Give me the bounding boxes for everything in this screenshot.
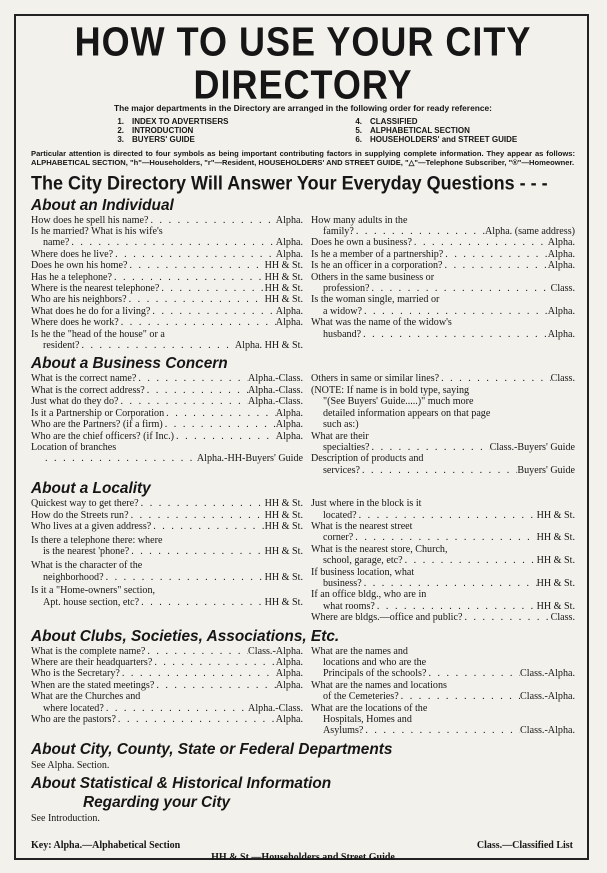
dot-leader bbox=[357, 510, 537, 521]
question-text: family? bbox=[323, 226, 354, 238]
section-questions bbox=[31, 646, 575, 737]
answer-reference: Class.-Buyers' Guide bbox=[489, 441, 575, 453]
department-order-item bbox=[109, 126, 347, 135]
dot-leader bbox=[443, 249, 548, 260]
department-order-label: INTRODUCTION bbox=[132, 126, 194, 136]
question-row bbox=[31, 431, 303, 442]
answer-reference: HH & St. bbox=[536, 555, 575, 567]
dot-leader bbox=[399, 691, 520, 702]
question-row bbox=[311, 601, 575, 612]
question-text: Description of products and bbox=[311, 453, 424, 465]
question-row bbox=[31, 680, 303, 691]
question-row bbox=[31, 714, 303, 725]
question-row bbox=[31, 306, 303, 317]
dot-leader bbox=[426, 668, 520, 679]
answer-reference: Alpha. bbox=[547, 260, 575, 272]
question-text: Is the woman single, married or bbox=[311, 294, 440, 306]
question-text: What is the nearest street bbox=[311, 520, 413, 532]
question-column-right bbox=[311, 373, 575, 476]
question-text: If an office bldg., who are in bbox=[311, 589, 427, 601]
question-text: Who are the pastors? bbox=[31, 714, 116, 726]
question-text: Others in same or similar lines? bbox=[311, 373, 440, 385]
question-text: What was the name of the widow's bbox=[311, 317, 452, 329]
dot-leader bbox=[148, 215, 275, 226]
question-row bbox=[311, 272, 575, 283]
question-row bbox=[311, 510, 575, 521]
department-order-item bbox=[347, 126, 517, 135]
dot-leader bbox=[354, 226, 485, 237]
statistics-heading-line-2: Regarding your City bbox=[83, 793, 231, 811]
department-order-label: BUYERS' GUIDE bbox=[132, 135, 195, 145]
questions-heading: The City Directory Will Answer Your Everyday Questions - - - bbox=[31, 171, 548, 194]
section-heading: About a Locality bbox=[31, 480, 151, 498]
dot-leader bbox=[127, 294, 265, 305]
dot-leader bbox=[403, 555, 537, 566]
answer-reference: Alpha. (same address) bbox=[485, 226, 575, 238]
dot-leader bbox=[150, 306, 275, 317]
answer-reference: HH & St. bbox=[264, 294, 303, 306]
dot-leader bbox=[152, 657, 275, 668]
question-row bbox=[31, 646, 303, 657]
question-row bbox=[311, 657, 575, 668]
question-text: How does he spell his name? bbox=[31, 214, 149, 226]
dot-leader bbox=[163, 419, 276, 430]
answer-reference: Alpha.-Class. bbox=[248, 373, 303, 385]
dot-leader bbox=[43, 453, 197, 464]
question-text: locations and who are the bbox=[323, 657, 427, 669]
question-text: what rooms? bbox=[323, 600, 375, 612]
question-row bbox=[31, 260, 303, 271]
section-heading: About Clubs, Societies, Associations, Etc. bbox=[31, 627, 340, 645]
answer-reference: HH & St. bbox=[264, 509, 303, 521]
answer-reference: Alpha. bbox=[275, 419, 303, 431]
question-row bbox=[311, 306, 575, 317]
department-order-number: 5. bbox=[355, 126, 362, 136]
key-householders: HH & St.—Householders and Street Guide bbox=[211, 851, 395, 863]
dot-leader bbox=[120, 668, 276, 679]
section-heading: About a Business Concern bbox=[31, 355, 228, 373]
dot-leader bbox=[129, 546, 264, 557]
question-row bbox=[311, 453, 575, 464]
answer-reference: Buyers' Guide bbox=[517, 464, 575, 476]
question-text: profession? bbox=[323, 283, 370, 295]
section-questions bbox=[31, 215, 575, 352]
question-text: Asylums? bbox=[323, 725, 364, 737]
question-text: If business location, what bbox=[311, 566, 415, 578]
question-row bbox=[311, 521, 575, 532]
answer-reference: Alpha. bbox=[275, 430, 303, 442]
question-text: What are their bbox=[311, 430, 369, 442]
question-row bbox=[311, 431, 575, 442]
question-text: What is the character of the bbox=[31, 560, 143, 572]
question-row bbox=[311, 532, 575, 543]
question-text: neighborhood? bbox=[43, 571, 104, 583]
question-text: Is he a member of a partnership? bbox=[311, 248, 444, 260]
question-row bbox=[31, 317, 303, 328]
question-row bbox=[311, 725, 575, 736]
question-text: Hospitals, Homes and bbox=[323, 714, 412, 726]
answer-reference: Alpha. bbox=[547, 248, 575, 260]
question-row bbox=[311, 691, 575, 702]
dot-leader bbox=[443, 260, 548, 271]
dot-leader bbox=[412, 237, 548, 248]
dot-leader bbox=[127, 260, 264, 271]
section-heading: About an Individual bbox=[31, 196, 174, 214]
dot-leader bbox=[360, 465, 517, 476]
dot-leader bbox=[116, 714, 276, 725]
question-text: resident? bbox=[43, 340, 80, 352]
question-row bbox=[311, 385, 575, 396]
dot-leader bbox=[353, 532, 536, 543]
statistics-reference: See Introduction. bbox=[31, 812, 100, 824]
department-order-number: 3. bbox=[117, 135, 124, 145]
question-row bbox=[311, 668, 575, 679]
government-reference: See Alpha. Section. bbox=[31, 759, 110, 771]
question-text: Just what do they do? bbox=[31, 396, 119, 408]
question-row bbox=[311, 419, 575, 430]
question-column-left bbox=[31, 498, 303, 623]
dot-leader bbox=[139, 498, 265, 509]
question-row bbox=[31, 453, 303, 464]
answer-reference: HH & St. bbox=[264, 283, 303, 295]
question-row bbox=[311, 260, 575, 271]
question-column-right bbox=[311, 215, 575, 352]
dot-leader bbox=[104, 703, 248, 714]
question-row bbox=[311, 215, 575, 226]
question-text: school, garage, etc? bbox=[323, 555, 403, 567]
dot-leader bbox=[145, 646, 248, 657]
question-text: specialties? bbox=[323, 441, 370, 453]
dot-leader bbox=[439, 373, 550, 384]
question-text: Is he the "head of the house" or a bbox=[31, 328, 165, 340]
dot-leader bbox=[154, 680, 275, 691]
question-text: How do the Streets run? bbox=[31, 509, 129, 521]
answer-reference: Alpha.-HH-Buyers' Guide bbox=[196, 453, 303, 465]
question-row bbox=[311, 612, 575, 623]
question-row bbox=[31, 498, 303, 509]
department-order-number: 2. bbox=[117, 126, 124, 136]
dot-leader bbox=[104, 572, 265, 583]
question-text: Is it a "Home-owners" section, bbox=[31, 585, 156, 597]
question-row bbox=[31, 340, 303, 351]
question-text: (NOTE: If name is in bold type, saying bbox=[311, 384, 470, 396]
dot-leader bbox=[151, 521, 264, 532]
question-row bbox=[31, 385, 303, 396]
department-order-item bbox=[347, 135, 517, 144]
question-row bbox=[311, 578, 575, 589]
question-row bbox=[31, 249, 303, 260]
dot-leader bbox=[361, 329, 548, 340]
question-row bbox=[31, 691, 303, 702]
answer-reference: Class. bbox=[550, 283, 575, 295]
question-row bbox=[311, 329, 575, 340]
question-row bbox=[311, 408, 575, 419]
dot-leader bbox=[362, 306, 548, 317]
answer-reference: Alpha. bbox=[275, 714, 303, 726]
question-row bbox=[31, 294, 303, 305]
question-text: business? bbox=[323, 577, 362, 589]
question-row bbox=[31, 521, 303, 532]
question-column-left bbox=[31, 373, 303, 476]
question-text: Who is the Secretary? bbox=[31, 668, 120, 680]
question-text: Location of branches bbox=[31, 441, 117, 453]
answer-reference: HH & St. bbox=[264, 571, 303, 583]
question-row bbox=[31, 597, 303, 608]
question-row bbox=[311, 442, 575, 453]
question-row bbox=[31, 373, 303, 384]
answer-reference: Alpha. bbox=[275, 657, 303, 669]
question-row bbox=[311, 294, 575, 305]
question-text: Where are their headquarters? bbox=[31, 657, 153, 669]
answer-reference: HH & St. bbox=[264, 520, 303, 532]
question-text: such as:) bbox=[323, 419, 359, 431]
question-text: Principals of the schools? bbox=[323, 668, 427, 680]
dot-leader bbox=[139, 597, 264, 608]
symbols-paragraph: Particular attention is directed to four symbols as being important contributing factors in supplying complete information. They appear as follows: ALPHABETICAL SECTION, "h"—Householders, "r"—Resident, HOUSEHOLDERS' AND STREET GUIDE, "△"—Telephone Subscriber, "®"—Homeowner. bbox=[31, 148, 575, 167]
dot-leader bbox=[119, 317, 276, 328]
question-text: Who are the chief officers? (if Inc.) bbox=[31, 430, 175, 442]
department-order-label: HOUSEHOLDERS' and STREET GUIDE bbox=[370, 135, 518, 145]
government-heading: About City, County, State or Federal Departments bbox=[31, 740, 393, 758]
question-text: What are the locations of the bbox=[311, 702, 428, 714]
question-text: What is the correct name? bbox=[31, 373, 137, 385]
question-text: husband? bbox=[323, 328, 362, 340]
answer-reference: Class.-Alpha. bbox=[248, 645, 303, 657]
question-row bbox=[311, 589, 575, 600]
answer-reference: HH & St. bbox=[536, 509, 575, 521]
question-row bbox=[311, 317, 575, 328]
department-order-column-right bbox=[347, 117, 517, 145]
question-text: Is there a telephone there: where bbox=[31, 534, 163, 546]
key-legend bbox=[31, 840, 575, 851]
dot-leader bbox=[159, 283, 264, 294]
question-text: What are the names and bbox=[311, 645, 408, 657]
question-text: corner? bbox=[323, 532, 354, 544]
answer-reference: HH & St. bbox=[264, 596, 303, 608]
question-text: Is he married? What is his wife's bbox=[31, 226, 163, 238]
dot-leader bbox=[118, 396, 248, 407]
answer-reference: Alpha. bbox=[275, 305, 303, 317]
question-column-right bbox=[311, 646, 575, 737]
dot-leader bbox=[145, 385, 248, 396]
question-text: Who are the Partners? (if a firm) bbox=[31, 419, 163, 431]
question-row bbox=[311, 249, 575, 260]
dot-leader bbox=[370, 442, 490, 453]
question-text: a widow? bbox=[323, 305, 362, 317]
question-row bbox=[311, 714, 575, 725]
question-text: Has he a telephone? bbox=[31, 271, 112, 283]
question-row bbox=[31, 419, 303, 430]
question-row bbox=[311, 703, 575, 714]
question-text: Is it a Partnership or Corporation bbox=[31, 407, 165, 419]
answer-reference: Alpha. bbox=[547, 328, 575, 340]
department-order-item bbox=[347, 117, 517, 126]
dot-leader bbox=[370, 283, 551, 294]
question-text: How many adults in the bbox=[311, 214, 408, 226]
question-sections bbox=[31, 196, 575, 737]
dot-leader bbox=[363, 725, 520, 736]
dot-leader bbox=[462, 612, 550, 623]
question-row bbox=[31, 510, 303, 521]
question-row bbox=[311, 237, 575, 248]
question-row bbox=[311, 396, 575, 407]
dot-leader bbox=[129, 510, 265, 521]
question-row bbox=[31, 215, 303, 226]
question-column-left bbox=[31, 215, 303, 352]
answer-reference: HH & St. bbox=[536, 532, 575, 544]
dot-leader bbox=[164, 408, 276, 419]
department-order-label: CLASSIFIED bbox=[370, 117, 418, 126]
answer-reference: HH & St. bbox=[264, 260, 303, 272]
question-text: Where does he live? bbox=[31, 248, 114, 260]
question-text: where located? bbox=[43, 702, 104, 714]
question-text: What is the nearest store, Church, bbox=[311, 543, 448, 555]
section-questions bbox=[31, 498, 575, 623]
answer-reference: Alpha. bbox=[275, 407, 303, 419]
question-text: Is he an officer in a corporation? bbox=[311, 260, 443, 272]
question-row bbox=[31, 442, 303, 453]
question-text: Does he own a business? bbox=[311, 237, 412, 249]
department-order-number: 4. bbox=[355, 117, 362, 126]
question-row bbox=[311, 498, 575, 509]
question-text: Where are bldgs.—office and public? bbox=[311, 612, 463, 624]
question-row bbox=[31, 408, 303, 419]
question-row bbox=[311, 555, 575, 566]
question-text: located? bbox=[323, 509, 357, 521]
question-text: detailed information appears on that page bbox=[323, 407, 491, 419]
answer-reference: HH & St. bbox=[264, 546, 303, 558]
question-text: What does he do for a living? bbox=[31, 305, 151, 317]
answer-reference: Class.-Alpha. bbox=[520, 668, 575, 680]
question-row bbox=[31, 272, 303, 283]
statistics-heading: About Statistical & Historical Information bbox=[31, 774, 332, 792]
question-row bbox=[31, 226, 303, 237]
dot-leader bbox=[136, 373, 248, 384]
dot-leader bbox=[113, 249, 276, 260]
question-text: Others in the same business or bbox=[311, 271, 435, 283]
directory-page bbox=[14, 14, 589, 863]
question-text: Where is the nearest telephone? bbox=[31, 283, 160, 295]
answer-reference: HH & St. bbox=[264, 271, 303, 283]
question-text: is the nearest 'phone? bbox=[43, 546, 130, 558]
question-text: What are the names and locations bbox=[311, 679, 447, 691]
question-text: services? bbox=[323, 464, 360, 476]
dot-leader bbox=[112, 272, 265, 283]
department-order-number: 6. bbox=[355, 135, 362, 145]
question-row bbox=[31, 657, 303, 668]
question-text: Quickest way to get there? bbox=[31, 498, 139, 510]
question-row bbox=[311, 465, 575, 476]
dot-leader bbox=[79, 340, 234, 351]
question-row bbox=[31, 396, 303, 407]
question-text: What are the Churches and bbox=[31, 691, 141, 703]
answer-reference: Class. bbox=[550, 612, 575, 624]
question-row bbox=[31, 560, 303, 571]
answer-reference: Alpha. bbox=[275, 668, 303, 680]
answer-reference: Alpha. bbox=[275, 679, 303, 691]
department-order-item bbox=[109, 135, 347, 144]
intro-text: The major departments in the Directory are arranged in the following order for ready reference: bbox=[114, 103, 492, 113]
question-row bbox=[31, 283, 303, 294]
question-row bbox=[31, 237, 303, 248]
question-row bbox=[31, 703, 303, 714]
question-row bbox=[311, 680, 575, 691]
department-order-item bbox=[109, 117, 347, 126]
answer-reference: Alpha. bbox=[547, 237, 575, 249]
answer-reference: HH & St. bbox=[536, 577, 575, 589]
question-column-left bbox=[31, 646, 303, 737]
answer-reference: Alpha.-Class. bbox=[248, 384, 303, 396]
page-title: HOW TO USE YOUR CITY DIRECTORY bbox=[74, 17, 532, 108]
question-row bbox=[31, 535, 303, 546]
answer-reference: Alpha. bbox=[547, 305, 575, 317]
answer-reference: Alpha. bbox=[275, 248, 303, 260]
question-row bbox=[311, 283, 575, 294]
question-row bbox=[311, 544, 575, 555]
question-text: "(See Buyers' Guide.....)" much more bbox=[323, 396, 474, 408]
dot-leader bbox=[375, 601, 537, 612]
dot-leader bbox=[174, 431, 276, 442]
question-text: Where does he work? bbox=[31, 317, 119, 329]
question-row bbox=[31, 546, 303, 557]
question-text: name? bbox=[43, 237, 70, 249]
question-text: What is the correct address? bbox=[31, 384, 145, 396]
department-order-list bbox=[31, 117, 575, 145]
question-row bbox=[31, 668, 303, 679]
answer-reference: Class. bbox=[550, 373, 575, 385]
question-row bbox=[31, 329, 303, 340]
question-text: Just where in the block is it bbox=[311, 498, 422, 510]
question-row bbox=[311, 567, 575, 578]
question-text: Who lives at a given address? bbox=[31, 520, 152, 532]
question-row bbox=[31, 585, 303, 596]
department-order-label: ALPHABETICAL SECTION bbox=[370, 126, 470, 136]
answer-reference: Alpha. bbox=[275, 317, 303, 329]
answer-reference: Alpha. bbox=[275, 237, 303, 249]
department-order-column-left bbox=[109, 117, 347, 145]
question-text: What is the complete name? bbox=[31, 645, 146, 657]
answer-reference: Alpha. bbox=[275, 214, 303, 226]
answer-reference: Alpha. HH & St. bbox=[234, 340, 303, 352]
question-text: Apt. house section, etc? bbox=[43, 596, 140, 608]
question-row bbox=[311, 226, 575, 237]
department-order-label: INDEX TO ADVERTISERS bbox=[132, 117, 229, 126]
answer-reference: Alpha.-Class. bbox=[248, 702, 303, 714]
answer-reference: HH & St. bbox=[264, 498, 303, 510]
dot-leader bbox=[362, 578, 537, 589]
question-text: Who are his neighbors? bbox=[31, 294, 127, 306]
question-column-right bbox=[311, 498, 575, 623]
answer-reference: HH & St. bbox=[536, 600, 575, 612]
answer-reference: Class.-Alpha. bbox=[520, 725, 575, 737]
question-text: When are the stated meetings? bbox=[31, 679, 155, 691]
dot-leader bbox=[69, 237, 275, 248]
department-order-number: 1. bbox=[117, 117, 124, 126]
question-text: Does he own his home? bbox=[31, 260, 128, 272]
answer-reference: Alpha.-Class. bbox=[248, 396, 303, 408]
question-row bbox=[31, 572, 303, 583]
question-row bbox=[311, 373, 575, 384]
key-alpha: Key: Alpha.—Alphabetical Section bbox=[31, 839, 181, 851]
key-class: Class.—Classified List bbox=[476, 839, 573, 851]
question-row bbox=[311, 646, 575, 657]
section-questions bbox=[31, 373, 575, 476]
answer-reference: Class.-Alpha. bbox=[520, 691, 575, 703]
question-text: of the Cemeteries? bbox=[323, 691, 399, 703]
